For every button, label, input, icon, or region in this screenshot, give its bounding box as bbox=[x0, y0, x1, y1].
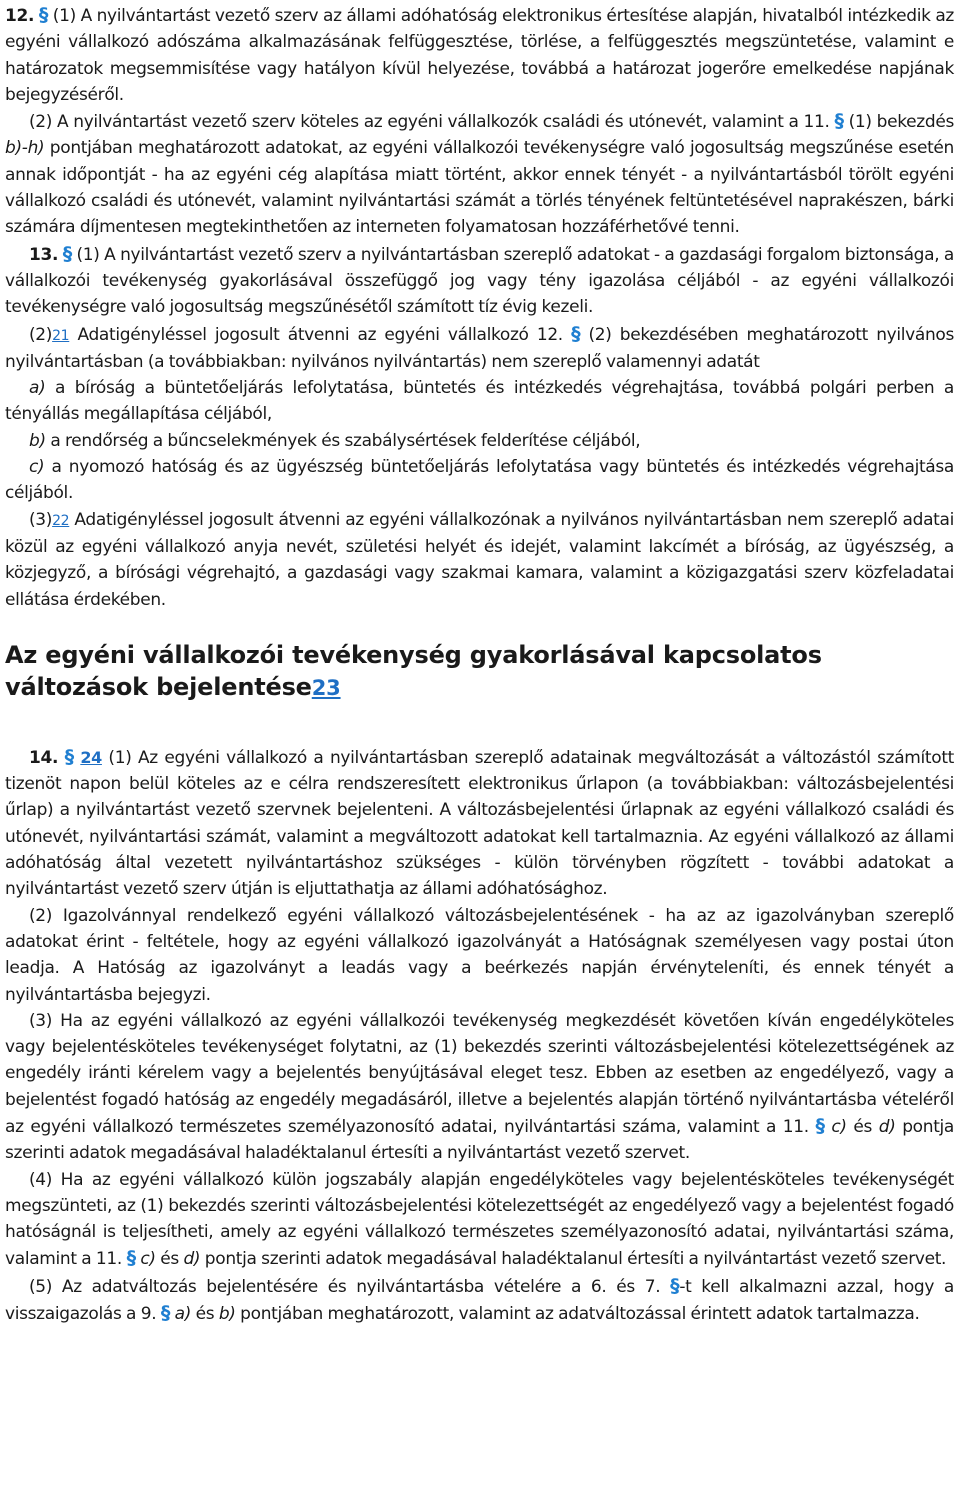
section-sign: § bbox=[126, 1247, 136, 1270]
section-sign: § bbox=[815, 1114, 825, 1137]
section-sign: § bbox=[64, 745, 74, 768]
section-sign: § bbox=[834, 110, 844, 133]
s14-paragraph-1: 14. § 24 (1) Az egyéni vállalkozó a nyilvántartásban szereplő adatainak megváltozását a változástól számított tizenöt napon belül köteles az e célra rendszeresített elektronikus űrlapon (a továbbiakban: változásbejelentési űrlap) a nyilvántartást vezető szervnek bejelenteni. A változásbejelentési űrlapnak az egyéni vállalkozó családi és utónevét, nyilvántartási számát, valamint a megváltozott adatokat kell tartalmaznia. Az egyéni vállalkozó az állami adóhatóság által vezetett nyilvántartáshoz szükséges - külön törvényben rögzített - további adatokat a nyilvántartást vezető szerv útján is eljuttathatja az állami adóhatósághoz. bbox=[5, 745, 954, 900]
section-sign: § bbox=[670, 1274, 680, 1297]
section-heading: Az egyéni vállalkozói tevékenység gyakorlásával kapcsolatos változások bejelentése23 bbox=[5, 640, 822, 701]
s13-paragraph-3: (3)22 Adatigényléssel jogosult átvenni az egyéni vállalkozónak a nyilvános nyilvántartásban nem szereplő adatai közül az egyéni vállalkozó anyja nevét, születési helyét és idejét, valamint lakcímét a bíróság, az ügyészség, a közjegyző, a bírósági végrehajtó, a gazdasági vagy szakmai kamara, valamint a közigazgatási szerv közfeladatai ellátása érdekében. bbox=[5, 509, 954, 610]
section-number: 12. bbox=[5, 6, 35, 26]
section-sign: § bbox=[571, 322, 581, 345]
section-sign: § bbox=[62, 242, 72, 265]
footnote-link-23[interactable]: 23 bbox=[311, 675, 341, 700]
footnote-link-22[interactable]: 22 bbox=[52, 512, 70, 529]
section-number: 13. bbox=[29, 244, 59, 265]
s13-item-a: a) a bíróság a büntetőeljárás lefolytatása, büntetés és intézkedés végrehajtása, továbbá polgári perben a tényállás megállapítása céljából, bbox=[5, 378, 954, 425]
s12-paragraph-1: 12. § (1) A nyilvántartást vezető szerv az állami adóhatóság elektronikus értesítése alapján, hivatalból intézkedik az egyéni vállalkozó adószáma alkalmazásának felfüggesztése, törlése, a felfüggesztés megszüntetése, valamint e határozatok megsemmisítése vagy hatályon kívül helyezése, továbbá a határozat jogerőre emelkedése napjának bejegyzéséről. bbox=[5, 4, 955, 105]
s13-paragraph-1: 13. § (1) A nyilvántartást vezető szerv a nyilvántartásban szereplő adatokat - a gazdasági forgalom biztonsága, a vállalkozói tevékenység gyakorlásával összefüggő jog vagy tény igazolása céljából - az egyéni vállalkozói tevékenységre való jogosultság megszűnésétől számított tíz évig kezeli. bbox=[5, 242, 954, 318]
section-sign: § bbox=[160, 1302, 171, 1325]
s12-paragraph-2: (2) A nyilvántartást vezető szerv köteles az egyéni vállalkozók családi és utónevét, valamint a 11. § (1) bekezdés b)-h) pontjában meghatározott adatokat, az egyéni vállalkozói tevékenységre való jogosultság megszűnése esetén annak időpontját - ha az egyéni cég alapítása miatt történt, akkor ennek tényét - a nyilvántartásból törölt egyéni vállalkozó családi és utónevét, valamint nyilvántartási számát a törlés tényének feltüntetésével naprakészen, bárki számára díjmentesen megtekinthetően az interneten folyamatosan hozzáférhetővé tenni. bbox=[5, 110, 954, 238]
footnote-link-21[interactable]: 21 bbox=[52, 327, 70, 344]
s13-item-b: b) a rendőrség a bűncselekmények és szabálysértések felderítése céljából, bbox=[29, 430, 641, 451]
section-number: 14. bbox=[29, 747, 59, 768]
s14-paragraph-2: (2) Igazolvánnyal rendelkező egyéni vállalkozó változásbejelentésének - ha az az igazolványban szereplő adatokat érint - feltétele, hogy az egyéni vállalkozó igazolványát a Hatóságnak személyesen vagy postai úton leadja. A Hatóság az igazolványt a leadás vagy a beérkezés napján érvényteleníti, és ennek tényét a nyilvántartásba bejegyzi. bbox=[5, 905, 954, 1005]
s13-item-c: c) a nyomozó hatóság és az ügyészség büntetőeljárás lefolytatása vagy büntetés és intézkedés végrehajtása céljából. bbox=[5, 457, 955, 504]
s14-paragraph-3: (3) Ha az egyéni vállalkozó az egyéni vállalkozói tevékenység megkezdését követően kíván engedélyköteles vagy bejelentésköteles tevékenységet folytatni, az (1) bekezdés szerinti változásbejelentési kötelezettségének az engedély iránti kérelem vagy a bejelentés benyújtásával eleget tesz. Ebben az esetben az engedélyező, vagy a bejelentést fogadó hatóság az engedély megadásáról, illetve a bejelentés alapján történő nyilvántartásba vételéről az egyéni vállalkozó természetes személyazonosító adatai, nyilvántartási száma, valamint a 11. § c) és d) pontja szerinti adatok megadásával haladéktalanul értesíti a nyilvántartást vezető szervet. bbox=[5, 1010, 955, 1164]
section-sign: § bbox=[38, 4, 49, 26]
s13-paragraph-2: (2)21 Adatigényléssel jogosult átvenni az egyéni vállalkozó 12. § (2) bekezdésében meghatározott nyilvános nyilvántartásban (a továbbiakban: nyilvános nyilvántartás) nem szereplő valamennyi adatát bbox=[5, 322, 955, 372]
footnote-link-24[interactable]: 24 bbox=[80, 747, 102, 767]
s14-paragraph-4: (4) Ha az egyéni vállalkozó külön jogszabály alapján engedélyköteles vagy bejelentésköteles tevékenységét megszünteti, az (1) bekezdés szerinti változásbejelentési kötelezettségét az engedélyező vagy a bejelentést fogadó hatóságnál is teljesítheti, amely az egyéni vállalkozó természetes személyazonosító adatai, nyilvántartási száma, valamint a 11. § c) és d) pontja szerinti adatok megadásával haladéktalanul értesíti a nyilvántartást vezető szervet. bbox=[5, 1169, 954, 1270]
s14-paragraph-5: (5) Az adatváltozás bejelentésére és nyilvántartásba vételére a 6. és 7. §-t kell alkalmazni azzal, hogy a visszaigazolás a 9. § a) és b) pontjában meghatározott, valamint az adatváltozással érintett adatok tartalmazza. bbox=[5, 1274, 955, 1325]
